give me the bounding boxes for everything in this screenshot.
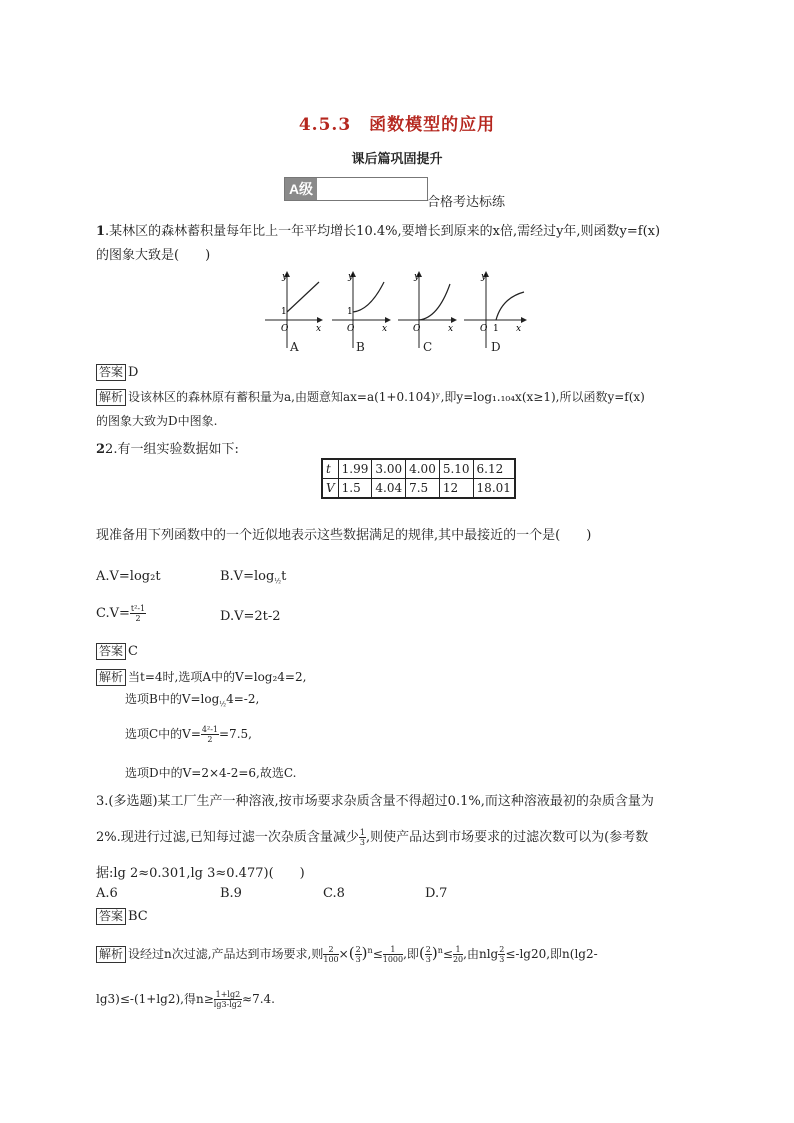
table-row <box>322 479 515 499</box>
q3-analysis-line2: lg3)≤-(1+lg2),得n≥ $\frac{1+\lg 2}{\lg 3-\lg 2}$ ≈7.4. <box>96 990 275 1009</box>
table-row <box>322 459 515 479</box>
analysis-tag: 解析 <box>96 389 126 406</box>
q3-option-d: D.7 <box>425 886 448 901</box>
level-banner <box>284 177 428 201</box>
graph-label-b: B <box>356 340 365 354</box>
graph-label-a: A <box>290 340 299 354</box>
graph-label-d: D <box>491 340 501 354</box>
graph-d-origin: O <box>480 324 488 334</box>
table-cell: V <box>322 479 338 499</box>
q1-analysis-line2: 的图象大致为D中图象. <box>96 414 218 428</box>
q3-analysis-line1: 解析 设经过n次过滤,产品达到市场要求,则 $\frac{2}{100}$ ×( $\frac{2}{3}$ )$^n$≤ $\frac{1}{1000}$ ,即( $\frac{2}{3}$ )$^n$≤ $\frac{1}{20}$ ,由nlg $\frac{2}{3}$ ≤-lg20,即n(lg2- <box>96 944 598 964</box>
table-cell: 4.00 <box>406 459 440 479</box>
graph-d-y: y <box>481 272 487 282</box>
analysis-tag: 解析 <box>96 946 126 963</box>
q2-question: 现准备用下列函数中的一个近似地表示这些数据满足的规律,其中最接近的一个是( ) <box>96 528 592 543</box>
q2-analysis-line1: 解析 当t=4时,选项A中的V=log₂4=2, <box>96 668 306 686</box>
q1-stem-line2: 的图象大致是( ) <box>96 248 211 263</box>
table-cell: 18.01 <box>473 479 515 499</box>
graph-b-y: y <box>348 272 354 282</box>
graph-label-c: C <box>423 340 433 354</box>
q3-stem-line2: 2%.现进行过滤,已知每过滤一次杂质含量减少 $\frac{1}{3}$ ,则使产品达到市场要求的过滤次数可以为(参考数 <box>96 828 649 847</box>
q2-option-d: D.V=2t-2 <box>220 609 281 624</box>
section-subtitle: 课后篇巩固提升 <box>351 152 443 167</box>
table-cell: 1.5 <box>338 479 372 499</box>
graph-a-origin: O <box>281 324 289 334</box>
q2-answer: 答案 C <box>96 643 138 660</box>
graph-d-tick: 1 <box>493 324 499 334</box>
graph-a-y: y <box>282 272 288 282</box>
q3-answer: 答案 BC <box>96 908 148 925</box>
table-cell: 3.00 <box>372 459 406 479</box>
q3-stem-line3: 据:lg 2≈0.301,lg 3≈0.477)( ) <box>96 866 305 881</box>
q2-analysis-line2: 选项B中的$V=\log_{\frac{1}{2}}4=-2$, <box>125 692 260 709</box>
level-text: 合格考达标练 <box>427 195 506 210</box>
graph-b-tick: 1 <box>347 307 353 317</box>
q2-data-table <box>321 458 516 499</box>
graph-a <box>265 272 322 348</box>
graph-d <box>464 272 526 348</box>
table-cell: 5.10 <box>439 459 473 479</box>
q2-analysis-line4: 选项D中的V=2×4-2=6,故选C. <box>125 766 297 780</box>
q2-option-b: $B.V=\log_{\frac{1}{2}}t$ <box>220 569 287 586</box>
answer-tag: 答案 <box>96 364 126 381</box>
table-cell: 7.5 <box>406 479 440 499</box>
q3-option-c: C.8 <box>323 886 345 901</box>
graph-b <box>332 272 390 348</box>
graph-a-tick: 1 <box>281 307 287 317</box>
graph-c-origin: O <box>413 324 421 334</box>
graph-c <box>398 272 456 348</box>
q1-analysis-line1: 解析 设该林区的森林原有蓄积量为a,由题意知ax=a(1+0.104)ʸ,即y=log₁.₁₀₄x(x≥1),所以函数y=f(x) <box>96 388 645 406</box>
q2-stem: 22.有一组实验数据如下: <box>96 442 239 457</box>
table-cell: 1.99 <box>338 459 372 479</box>
analysis-tag: 解析 <box>96 669 126 686</box>
q2-option-a: A.V=log₂t <box>96 569 161 584</box>
q2-analysis-line3: 选项C中的V= $\frac{\text{4²-1}}{2}$ =7.5, <box>125 725 252 744</box>
q1-answer: 答案 D <box>96 364 138 381</box>
answer-tag: 答案 <box>96 643 126 660</box>
q3-option-b: B.9 <box>220 886 242 901</box>
page-title: 4.5.3 函数模型的应用 <box>298 115 496 135</box>
graph-a-x: x <box>316 324 322 334</box>
q2-option-c: C.V= $\frac{\text{t²-1}}{2}$ <box>96 604 146 623</box>
graph-d-x: x <box>516 324 522 334</box>
answer-tag: 答案 <box>96 908 126 925</box>
table-cell: t <box>322 459 338 479</box>
table-cell: 4.04 <box>372 479 406 499</box>
graph-c-x: x <box>448 324 454 334</box>
graph-c-y: y <box>414 272 420 282</box>
q1-stem-line1: 1.某林区的森林蓄积量每年比上一年平均增长10.4%,要增长到原来的x倍,需经过y年,则函数y=f(x) <box>96 224 661 239</box>
level-tag: A级 <box>285 178 317 200</box>
graph-b-origin: O <box>347 324 355 334</box>
q3-stem-line1: 3.(多选题)某工厂生产一种溶液,按市场要求杂质含量不得超过0.1%,而这种溶液最初的杂质含量为 <box>96 794 654 809</box>
table-cell: 12 <box>439 479 473 499</box>
graph-b-x: x <box>382 324 388 334</box>
q3-option-a: A.6 <box>96 886 118 901</box>
table-cell: 6.12 <box>473 459 515 479</box>
